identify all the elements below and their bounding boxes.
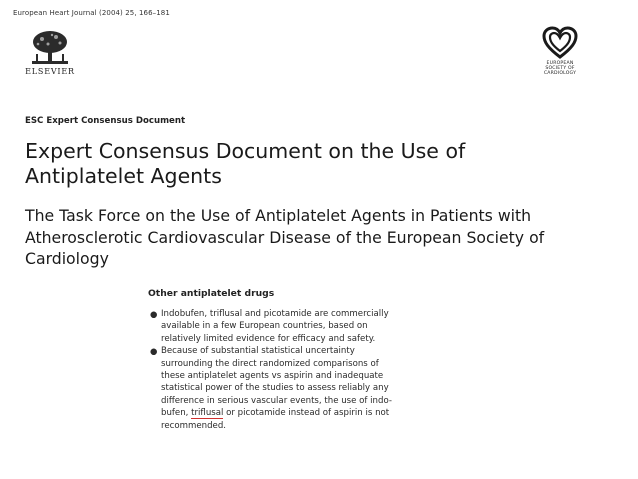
underlined-drug-name: triflusal: [191, 408, 224, 419]
excerpt-list: [148, 308, 466, 432]
esc-line-1: EUROPEAN: [546, 61, 574, 66]
esc-line-2: SOCIETY OF: [545, 66, 575, 72]
text-fragment: or picotamide instead of aspirin is not: [223, 408, 390, 419]
text-line-with-highlight: [161, 407, 466, 419]
text-line: these antiplatelet agents vs aspirin and inadequate: [161, 371, 384, 382]
list-item: [148, 308, 466, 345]
esc-logo: [535, 26, 585, 77]
text-line: recommended.: [161, 420, 227, 431]
publisher-wordmark: ELSEVIER: [25, 67, 75, 76]
excerpt-box: [148, 288, 466, 432]
bullet-icon: ●: [150, 347, 158, 358]
text-line: relatively limited evidence for efficacy and safety.: [161, 333, 376, 344]
document-title: Expert Consensus Document on the Use of Antiplatelet Agents: [25, 139, 466, 188]
heart-icon: [542, 26, 578, 60]
text-line: difference in serious vascular events, the use of indo-: [161, 395, 392, 406]
excerpt-heading: Other antiplatelet drugs: [148, 288, 275, 299]
text-line: statistical power of the studies to assess reliably any: [161, 383, 389, 394]
document-subtitle: The Task Force on the Use of Antiplatelet Agents in Patients with Atherosclerotic Cardiovascular Disease of the European Society of Cardiology: [25, 206, 545, 268]
journal-citation: European Heart Journal (2004) 25, 166–181: [13, 9, 170, 17]
text-line: Because of substantial statistical uncertainty: [161, 346, 355, 357]
tree-icon: [28, 30, 72, 66]
elsevier-logo: [22, 30, 78, 76]
text-fragment: bufen,: [161, 408, 192, 419]
text-line: Indobufen, triflusal and picotamide are commercially: [161, 309, 389, 319]
text-line: surrounding the direct randomized comparisons of: [161, 358, 379, 369]
esc-line-3: CARDIOLOGY: [543, 71, 577, 77]
bullet-icon: ●: [150, 310, 158, 320]
document-type-label: ESC Expert Consensus Document: [25, 116, 186, 126]
text-line: available in a few European countries, based on: [161, 321, 368, 332]
list-item: [148, 345, 466, 432]
